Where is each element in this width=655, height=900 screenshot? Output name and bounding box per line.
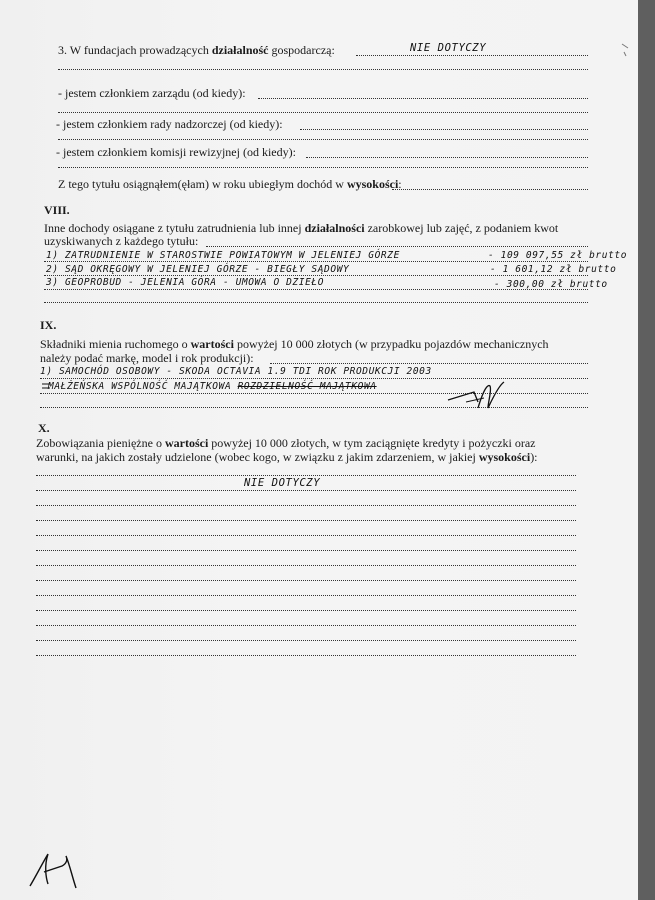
dotted-line (36, 475, 576, 476)
scan-speckle (618, 40, 634, 60)
page-initials-signature (26, 836, 82, 892)
viii-line1: Inne dochody osiągane z tytułu zatrudnienia lub innej działalności zarobkowej lub zajęć, z podaniem kwot (44, 221, 559, 235)
handwritten-answer: NIE DOTYCZY (244, 477, 321, 489)
dotted-line (58, 112, 588, 113)
handwritten-answer: NIE DOTYCZY (410, 42, 487, 54)
dotted-line (36, 535, 576, 536)
dotted-line (36, 490, 576, 491)
dotted-line (36, 520, 576, 521)
property-entry-1: 1) SAMOCHÓD OSOBOWY - SKODA OCTAVIA 1.9 TDI ROK PRODUKCJI 2003 (40, 366, 432, 377)
dotted-line (270, 363, 588, 364)
dotted-line (36, 580, 576, 581)
ix-line1: Składniki mienia ruchomego o wartości powyżej 10 000 złotych (w przypadku pojazdów mechanicznych (40, 337, 549, 351)
dotted-line (58, 167, 588, 168)
income-entry-2: 2) SĄD OKRĘGOWY W JELENIEJ GÓRZE - BIEGŁY SĄDOWY (46, 264, 350, 275)
dotted-line (36, 595, 576, 596)
dotted-line (36, 505, 576, 506)
dotted-line (306, 157, 588, 158)
dotted-line (44, 275, 588, 276)
dotted-line (36, 610, 576, 611)
income-entry-3: 3) GEOPROBUD - JELENIA GÓRA - UMOWA O DZIEŁO (46, 277, 325, 288)
section-viii-heading: VIII. (44, 203, 70, 217)
rada-label: - jestem członkiem rady nadzorczej (od kiedy): (56, 117, 283, 131)
x-line2: warunki, na jakich zostały udzielone (wobec kogo, w związku z jakim zdarzeniem, w jakiej wysokości): (36, 450, 538, 464)
dotted-line (44, 289, 588, 290)
dotted-line (44, 302, 588, 303)
viii-line2: uzyskiwanych z każdego tytułu: (44, 234, 199, 248)
section-x-heading: X. (38, 421, 50, 435)
x-line1: Zobowiązania pieniężne o wartości powyżej 10 000 złotych, w tym zaciągnięte kredyty i pożyczki oraz (36, 436, 536, 450)
income-label: Z tego tytułu osiągnąłem(ęłam) w roku ubiegłym dochód w wysokości: (58, 177, 402, 191)
komisja-label: - jestem członkiem komisji rewizyjnej (od kiedy): (56, 145, 296, 159)
dotted-line (58, 69, 588, 70)
income-amount-1: - 109 097,55 zł brutto (488, 250, 628, 261)
dotted-line (392, 189, 588, 190)
section-ix-heading: IX. (40, 318, 57, 332)
dotted-line (206, 246, 588, 247)
dotted-line (300, 129, 588, 130)
dotted-line (44, 261, 588, 262)
income-amount-2: - 1 601,12 zł brutto (490, 264, 617, 275)
strike-mark (40, 378, 52, 394)
dotted-line (36, 625, 576, 626)
dotted-line (58, 139, 588, 140)
fundacje-label: 3. W fundacjach prowadzących działalność gospodarczą: (58, 43, 335, 57)
dotted-line (36, 655, 576, 656)
dotted-line (36, 565, 576, 566)
zarzad-label: - jestem członkiem zarządu (od kiedy): (58, 86, 246, 100)
income-amount-3: - 300,00 zł brutto (494, 279, 608, 290)
property-entry-2: MAŁŻEŃSKA WSPÓLNOŚĆ MAJĄTKOWA ROZDZIELNOŚĆ MAJĄTKOWA (48, 381, 377, 392)
ix-line2: należy podać markę, model i rok produkcji): (40, 351, 254, 365)
income-entry-1: 1) ZATRUDNIENIE W STAROSTWIE POWIATOWYM W JELENIEJ GÓRZE (46, 250, 400, 261)
dotted-line (36, 550, 576, 551)
dotted-line (356, 55, 588, 56)
dotted-line (36, 640, 576, 641)
dotted-line (258, 98, 588, 99)
initials-signature (444, 378, 510, 414)
